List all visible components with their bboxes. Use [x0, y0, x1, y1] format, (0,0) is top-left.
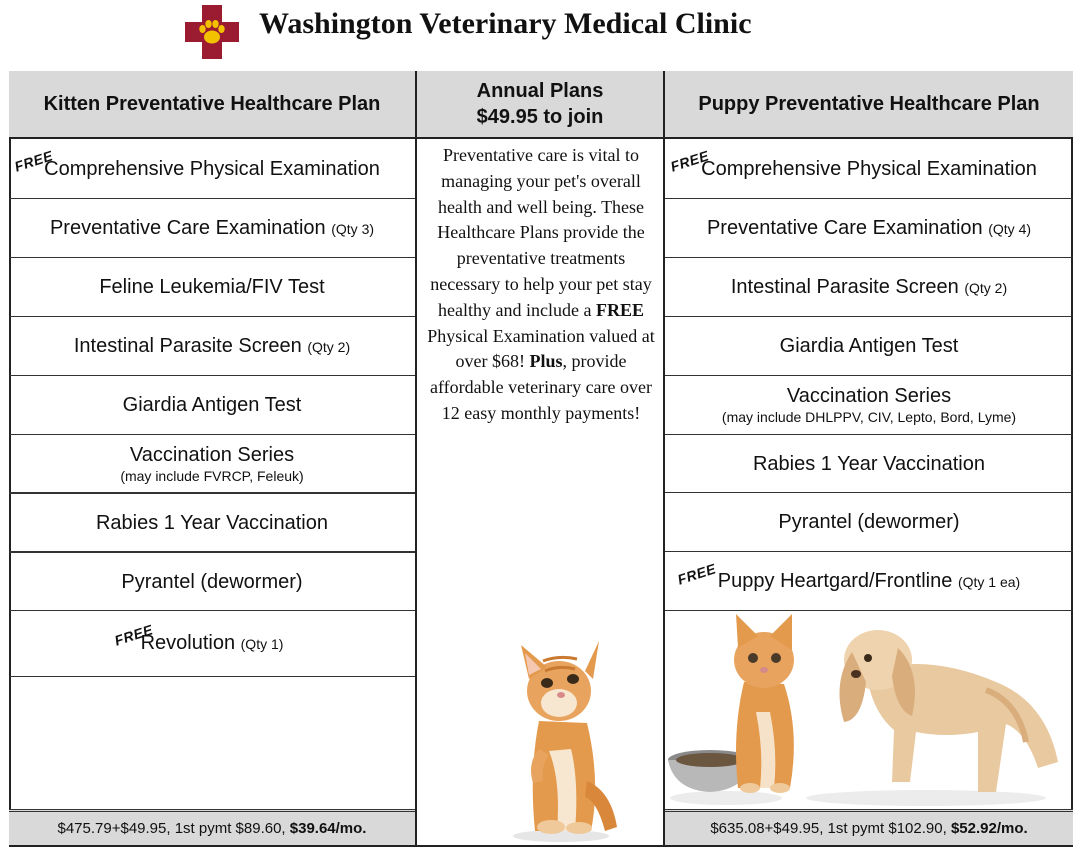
desc-free: FREE [595, 299, 644, 320]
item-qty: (Qty 2) [307, 338, 351, 355]
kitten-item-pyrantel [9, 552, 415, 611]
item-label: Revolution [140, 632, 236, 654]
kitten-item-felv-fiv-test [9, 258, 415, 317]
item-label: Intestinal Parasite Screen [73, 334, 302, 357]
puppy-item-parasite-screen [665, 258, 1073, 317]
kitten-item-physical-exam [9, 139, 415, 199]
price-monthly: $39.64/mo. [289, 820, 367, 837]
price-breakdown: $635.08+$49.95, 1st pymt $102.90, [710, 820, 947, 837]
free-badge: FREE [668, 147, 711, 175]
item-qty: (Qty 2) [964, 279, 1008, 296]
puppy-item-preventative-exam [665, 199, 1073, 258]
item-label: Vaccination Series [786, 385, 952, 407]
kitten-plan-title: Kitten Preventative Healthcare Plan [9, 71, 415, 139]
puppy-plan-column [665, 71, 1073, 847]
item-note: (may include DHLPPV, CIV, Lepto, Bord, Lyme) [721, 409, 1017, 425]
desc-plus: Plus [529, 351, 563, 372]
desc-part: Preventative care is vital to managing your pet's overall health and well being. These Healthcare Plans provide the preventative treatments necessary to help your pet stay healthy and include a [430, 145, 652, 320]
annual-plans-title: Annual Plans [476, 80, 604, 102]
puppy-plan-price [665, 809, 1073, 845]
clinic-title: Washington Veterinary Medical Clinic [259, 7, 752, 40]
item-qty: (Qty 1) [240, 636, 284, 652]
annual-bottom-rule [417, 845, 663, 846]
kitten-plan-price [9, 809, 415, 845]
kitten-item-giardia-test [9, 376, 415, 435]
kitten-item-revolution [9, 611, 415, 677]
item-qty: (Qty 4) [988, 220, 1032, 237]
item-label: Puppy Heartgard/Frontline [717, 569, 953, 592]
free-badge: FREE [112, 621, 155, 649]
item-label: Preventative Care Examination [706, 216, 983, 239]
price-monthly: $52.92/mo. [950, 820, 1028, 837]
annual-plans-header [417, 71, 663, 139]
kitten-plan-column [9, 71, 415, 847]
desc-part: Physical Examination valued at over $68! [427, 325, 655, 372]
item-label: Pyrantel (dewormer) [121, 570, 303, 593]
item-label: Rabies 1 Year Vaccination [752, 452, 985, 475]
item-qty: (Qty 1 ea) [957, 573, 1021, 590]
page-header [0, 0, 1080, 60]
item-label: Comprehensive Physical Examination [701, 157, 1037, 180]
kitten-item-vaccination-series [9, 435, 415, 493]
kitten-and-puppy-with-bowl-image [666, 612, 1070, 808]
desc-part: , provide affordable veterinary care over 12 easy monthly payments! [429, 351, 653, 423]
free-badge: FREE [12, 147, 55, 175]
puppy-item-physical-exam [665, 139, 1073, 199]
kitten-item-preventative-exam [9, 199, 415, 258]
item-label: Rabies 1 Year Vaccination [95, 511, 328, 534]
puppy-plan-title: Puppy Preventative Healthcare Plan [665, 71, 1073, 139]
annual-plans-column [415, 71, 665, 847]
item-label: Feline Leukemia/FIV Test [99, 276, 325, 298]
item-label: Pyrantel (dewormer) [778, 511, 960, 533]
puppy-item-pyrantel [665, 493, 1073, 552]
item-qty: (Qty 3) [331, 220, 375, 237]
paw-cross-icon [185, 5, 239, 59]
item-label: Vaccination Series [129, 443, 295, 466]
puppy-item-giardia-test [665, 317, 1073, 376]
item-label: Preventative Care Examination [49, 216, 326, 239]
kitten-item-parasite-screen [9, 317, 415, 376]
puppy-item-rabies [665, 435, 1073, 493]
item-label: Giardia Antigen Test [779, 335, 959, 357]
item-label: Comprehensive Physical Examination [44, 157, 380, 180]
item-label: Intestinal Parasite Screen [730, 275, 959, 298]
puppy-item-heartgard-frontline [665, 552, 1073, 611]
free-badge: FREE [675, 560, 718, 588]
kitten-item-rabies [9, 493, 415, 552]
item-label: Giardia Antigen Test [122, 394, 302, 416]
annual-plans-description [421, 143, 661, 427]
annual-plans-join-fee: $49.95 to join [476, 106, 604, 128]
item-note: (may include FVRCP, Feleuk) [120, 467, 304, 484]
puppy-item-vaccination-series [665, 376, 1073, 435]
kitten-looking-up-image [499, 631, 629, 843]
price-breakdown: $475.79+$49.95, 1st pymt $89.60, [57, 820, 286, 837]
